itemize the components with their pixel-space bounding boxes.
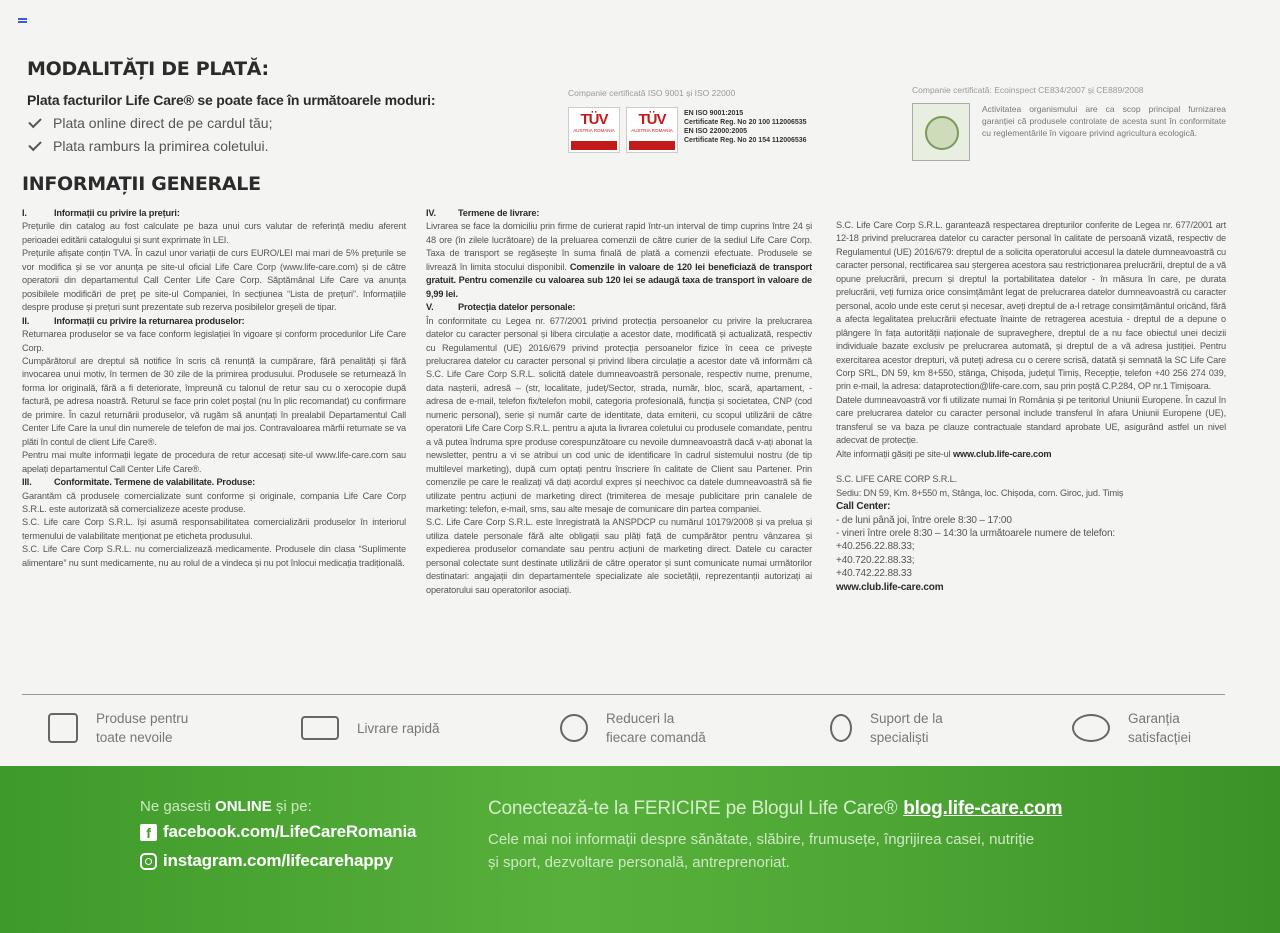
call-center-title: Call Center: xyxy=(836,501,891,513)
info-column-1 xyxy=(22,207,406,570)
company-name: S.C. LIFE CARE CORP S.R.L. xyxy=(836,474,958,485)
tuv-logo-icon: TÜV AUSTRIA ROMANIA xyxy=(568,107,620,153)
person-icon xyxy=(830,714,852,742)
checkbox-icon xyxy=(48,713,78,743)
blog-link[interactable]: blog.life-care.com xyxy=(903,798,1063,819)
company-address: Sediu: DN 59, Km. 8+550 m, Stânga, loc. Chișoda, com. Giroc, jud. Timiș xyxy=(836,487,1124,498)
eco-caption: Companie certificată: Ecoinspect CE834/2007 și CE889/2008 xyxy=(912,85,1144,95)
paragraph: Returnarea produselor se va face conform legislației în vigoare și conform procedurilor Life Care Corp. xyxy=(22,329,406,353)
footer xyxy=(0,766,1280,933)
check-icon xyxy=(28,114,41,127)
iso-caption: Companie certificată ISO 9001 și ISO 22000 xyxy=(568,88,736,98)
payment-options xyxy=(27,115,527,154)
iso-certification xyxy=(568,88,868,153)
info-column-2 xyxy=(426,207,812,597)
payment-subtitle: Plata facturilor Life Care® se poate face în următoarele moduri: xyxy=(27,92,436,108)
paragraph: Datele dumneavoastră vor fi utilizate numai în România și pe teritoriul Uniunii Europene. În cazul în care prelucrarea datelor cu caracter personal include transferul în afara Uniunii Europene (UE), transferul se va baza pe clauze contractuale standard aprobate UE, asigurând astfel un nivel adecvat de protecție. xyxy=(836,394,1226,446)
phone-number[interactable]: +40.742.22.88.33 xyxy=(836,568,912,580)
website-link[interactable]: www.club.life-care.com xyxy=(836,581,944,593)
facebook-icon: f xyxy=(140,824,157,841)
general-info-title: INFORMAȚII GENERALE xyxy=(22,173,261,195)
paragraph: S.C. Life Care Corp S.R.L. este înregistrată la ANSPDCP cu numărul 10179/2008 și va prelua și utiliza datele personale fără alte obligații sau plăți față de cumpărător pentru vânzarea și expedierea produselor comandate sau pentru acțiuni de marketing direct. Datele cu caracter personal colectate sunt destinate utilizării de către operator și sunt comunicate numai următorilor destinatari: angajații din departamentele specializate ale societății, reprezentanții autorizați ai operatorului sau operatorilor asociați. xyxy=(426,517,812,595)
instagram-icon xyxy=(140,853,157,870)
blog-description: Cele mai noi informații despre sănătate, slăbire, frumusețe, îngrijirea casei, nutriție și sport, dezvoltare personală, antreprenoriat. xyxy=(488,831,1035,871)
hours-line: - vineri între orele 8:30 – 14:30 la următoarele numere de telefon: xyxy=(836,527,1116,539)
paragraph: Pentru mai multe informații legate de procedura de retur accesați site-ul www.life-care.com sau apelați departamentul Call Center Life Care®. xyxy=(22,450,406,474)
eco-logo-icon xyxy=(912,103,970,161)
iso-lines: EN ISO 9001:2015 Certificate Reg. No 20 100 112006535 EN ISO 22000:2005 Certificate Reg. No 20 154 112006536 xyxy=(684,110,807,144)
online-caption: Ne gasesti ONLINE și pe: xyxy=(140,798,312,815)
paragraph: Garantăm că produsele comercializate sunt conforme și originale, compania Life Care Corp S.R.L. este autorizată să comercializeze aceste produse. xyxy=(22,490,406,514)
paragraph: Cumpărătorul are dreptul să notifice în scris că renunță la cumpărare, fără penalități și fără invocarea unui motiv, în termen de 30 zile de la primirea produsului. Produsele se returnează în forma lor originală, fără a fi deteriorate, împreună cu talonul de retur sau cu o xerocopie după factură, pe adresa noastră. Returul se face prin colet poștal (nu în plic recomandat) cu confirmare de primire. În cazul returnării produselor, vă rugăm să anunțați în prealabil Departamentul Call Center Life Care la unul din numerele de telefon de mai jos. Contravaloarea mărfii returnate se va plăti în contul de client Life Care®. xyxy=(22,355,406,447)
paragraph: Alte informații găsiți pe site-ul www.club.life-care.com xyxy=(836,448,1052,459)
menu-icon[interactable] xyxy=(18,18,27,26)
hours-line: - de luni până joi, între orele 8:30 – 17:00 xyxy=(836,514,1012,526)
paragraph: Prețurile afișate conțin TVA. În cazul unor variații de curs EURO/LEI mai mari de 5% prețurile se vor modifica și se vor anunța pe site-ul oficial Life Care Corp (www.life-care.com) și de către operatorii din departamentul Call Center Life Care Corp. Săptămânal Life Care va anunța posibilele modificări de preț pe site-ul Companiei, în secțiunea “Lista de prețuri”. Informațiile despre produse și prețuri sunt prezentate sub rezerva posibilelor greșeli de tipar. xyxy=(22,248,406,313)
badge-icon xyxy=(1072,714,1110,742)
paragraph: S.C. Life Care Corp S.R.L. garantează respectarea drepturilor conferite de Legea nr. 677/2001 art 12-18 privind prelucrarea datelor cu caracter personal în calitate de persoană vizată, respectiv de Regulamentul (UE) 2016/679: dreptul de a solicita operatorului accesul la datele dumneavoastră cu caracter personal, rectificarea sau ștergerea acestora sau restricționarea prelucrării, dreptul de a vă opune prelucrării, precum și dreptul la portabilitatea datelor - în măsura în care, pe durata prelucrării, veți furniza orice consimțământ legat de prelucrarea datelor dumneavoastră cu caracter personal, acolo unde este cerut și necesar, aveți dreptul de a-l retrage consimțământul oricând, fără a afecta legalitatea prelucrării efectuate înainte de retragerea acestuia - dreptul de a depune o plângere în fața autorității naționale de supraveghere, dreptul de a nu face obiectul unei decizii individuale bazate exclusiv pe prelucrarea automată, și dreptul de a vă adresa justiției. Pentru exercitarea acestor drepturi, vă puteți adresa cu o cerere scrisă, datată și semnată la SC Life Care Corp SRL, DN 59, km 8+550, stânga, Chișoda, județul Timiș, Recepție, telefon +40 256 274 039, prin e-mail, la adresa: dataprotection@life-care.com, sau prin poștă C.P.284, OP nr.1 Timișoara. xyxy=(836,220,1226,392)
phone-number[interactable]: +40.256.22.88.33; xyxy=(836,541,915,553)
payment-section xyxy=(27,58,527,154)
facebook-link[interactable]: f facebook.com/LifeCareRomania xyxy=(140,822,416,842)
scissors-icon xyxy=(560,714,588,742)
club-link[interactable]: www.club.life-care.com xyxy=(952,448,1052,459)
eco-description: Activitatea organismului are ca scop principal furnizarea garanției că produsele controlate de acesta sunt în conformitate cu reglementările în vigoare privind agricultura ecologică. xyxy=(982,104,1226,138)
paragraph: Prețurile din catalog au fost calculate pe baza unui curs valutar de referință mediu aferent perioadei editării catalogului și sunt exprimate în LEI. xyxy=(22,221,406,245)
truck-icon xyxy=(301,716,339,740)
feature-item: Livrare rapidă xyxy=(301,708,477,748)
check-icon xyxy=(28,137,41,150)
feature-item: Reduceri la fiecare comandă xyxy=(560,708,726,748)
divider xyxy=(22,694,1225,695)
feature-item: Produse pentru toate nevoile xyxy=(48,708,216,748)
info-column-3 xyxy=(836,219,1226,594)
section-heading: IV. Termene de livrare: xyxy=(426,208,540,218)
feature-item: Suport de la specialiști xyxy=(830,708,990,748)
paragraph: Livrarea se face la domiciliu prin firme de curierat rapid într-un interval de timp cuprins între 24 și 48 ore (în zilele lucrătoare) de la preluarea comenzii de către curier de la sediul Life Care Corp. Taxa de transport se regăsește în suma finală de plată a comenzii efectuate. Produsele se livrează în limita stocului disponibil. Comenzile în valoare de 120 lei beneficiază de transport gratuit. Pentru comenzile cu valoarea sub 120 lei se adaugă taxa de transport în valoare de 9,99 lei. xyxy=(426,221,812,299)
eco-certification xyxy=(912,85,1232,161)
blog-title: Conectează-te la FERICIRE pe Blogul Life Care® blog.life-care.com xyxy=(488,798,1063,819)
paragraph: În conformitate cu Legea nr. 677/2001 privind protecția persoanelor cu privire la prelucrarea datelor cu caracter personal și libera circulație a acestor date, modificată și actualizată, respectiv cu Regulamentul (UE) 2016/679 privind protecția persoanelor fizice în ceea ce privește prelucrarea datelor cu caracter personal și privind libera circulație a acestor date vă informăm că S.C. Life Care Corp S.R.L. solicită datele dumneavoastră personale, respectiv nume, prenume, data nașterii, adresă – (str, localitate, județ/Sector, strada, număr, bloc, scară, apartament, - adresa de e-mail, telefon fix/telefon mobil, categoria profesională, funcția și societatea, CNP (cod numeric personal), serie și număr carte de identitate, data emiterii, cu scopul utilizării de către operatorii Life Care Corp S.R.L. pentru a ajuta la livrarea coletului cu produsele comandate, pentru a vă putea îndruma spre produse corespunzătoare cu nevoile dumneavoastră dacă v-ați abonat la newsletter, pentru a vi se atribui un cod unic de identificare în cadrul sistemului nostru (de tip multilevel marketing), după cum optați pentru înscriere în calitate de Client sau Partener. Prin comenzile pe care le realizați vă dați acordul expres și neechivoc ca datele dumneavoastră să fie utilizate pentru acțiuni de marketing direct (trimiterea de mesaje publicitare prin canalele de marketing: telefon, e-mail, sms, sau alte mesaje de comunicare din partea companiei. xyxy=(426,315,812,514)
payment-title: MODALITĂȚI DE PLATĂ: xyxy=(27,58,269,80)
payment-option: Plata online direct de pe cardul tău; xyxy=(27,115,527,131)
paragraph: S.C. Life care Corp S.R.L. își asumă responsabilitatea comercializării produselor în interiorul termenului de valabilitate menționat pe eticheta produsului. xyxy=(22,517,406,541)
section-heading: III. Conformitate. Termene de valabilitate. Produse: xyxy=(22,477,256,488)
section-heading: V. Protecția datelor personale: xyxy=(426,302,576,313)
phone-number[interactable]: +40.720.22.88.33; xyxy=(836,554,915,566)
features-bar xyxy=(48,708,1228,752)
tuv-logo-icon: TÜV AUSTRIA ROMANIA xyxy=(626,107,678,153)
instagram-link[interactable]: instagram.com/lifecarehappy xyxy=(140,851,393,871)
feature-item: Garanția satisfacției xyxy=(1072,708,1248,748)
section-heading: II. Informații cu privire la returnarea produselor: xyxy=(22,315,245,326)
section-heading: I. Informații cu privire la prețuri: xyxy=(22,208,180,218)
payment-option: Plata ramburs la primirea coletului. xyxy=(27,138,527,154)
paragraph: S.C. Life Care Corp S.R.L. nu comercializează medicamente. Produsele din clasa “Suplimente alimentare” nu sunt medicamente, nu au rolul de a vindeca și nu pot înlocui medicația tradițională. xyxy=(22,544,406,568)
